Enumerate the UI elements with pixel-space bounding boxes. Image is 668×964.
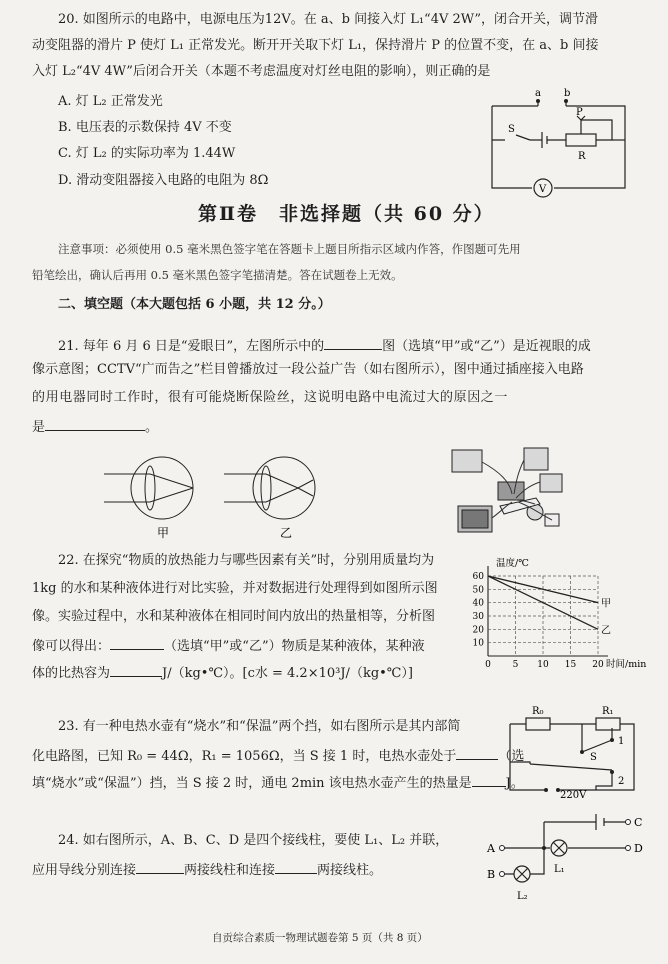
page-footer: 自贡综合素质一物理试题卷第 5 页（共 8 页） bbox=[212, 932, 428, 944]
q21-line1 bbox=[58, 335, 591, 356]
q22-line5 bbox=[32, 662, 413, 683]
q23-line3-b: J。 bbox=[505, 776, 524, 791]
q20-option-c: C. 灯 L₂ 的实际功率为 1.44W bbox=[58, 146, 236, 161]
x-axis-label: 时间/min bbox=[606, 659, 647, 670]
supply-voltage: 220V bbox=[560, 790, 587, 801]
q20-line1: 20. 如图所示的电路中，电源电压为12V。在 a、b 间接入灯 L₁“4V 2W”，闭合开关，调节滑 bbox=[58, 12, 599, 27]
q21-eye-diagrams bbox=[100, 446, 330, 546]
q22-line4-a: 像可以得出： bbox=[32, 639, 111, 654]
q23-line2 bbox=[32, 745, 524, 766]
q22-line1: 22. 在探究“物质的放热能力与哪些因素有关”时，分别用质量均为 bbox=[58, 553, 435, 568]
label-a: a bbox=[535, 88, 541, 99]
q22-line3: 像。实验过程中，水和某种液体在相同时间内放出的热量相等，分析图 bbox=[32, 609, 436, 624]
q23-line2-b: （选 bbox=[498, 749, 525, 764]
q21-line2: 像示意图；CCTV“广而告之”栏目曾播放过一段公益广告（如右图所示），图中通过插座接入电路 bbox=[32, 362, 584, 377]
parallel-lamps-diagram bbox=[482, 808, 662, 906]
q21-blank1[interactable] bbox=[324, 335, 382, 350]
q21-line4-b: 。 bbox=[145, 420, 159, 435]
terminal-a: A bbox=[487, 842, 495, 855]
terminal-d: D bbox=[634, 842, 643, 855]
label-b: b bbox=[564, 88, 571, 99]
voltmeter-label: V bbox=[539, 184, 547, 195]
terminal-c: C bbox=[634, 816, 643, 829]
q24-line1: 24. 如右图所示，A、B、C、D 是四个接线柱，要使 L₁、L₂ 并联， bbox=[58, 833, 449, 848]
q21-line1-a: 21. 每年 6 月 6 日是“爱眼日”，左图所示中的 bbox=[58, 339, 325, 354]
terminal-b: B bbox=[487, 868, 496, 881]
section-note-line2: 铅笔绘出，确认后再用 0.5 毫米黑色签字笔描清楚。答在试题卷上无效。 bbox=[32, 268, 403, 282]
series-label-jia: 甲 bbox=[601, 598, 611, 610]
fill-blank-heading: 二、填空题（本大题包括 6 小题，共 12 分。） bbox=[58, 297, 331, 312]
label-r0: R₀ bbox=[532, 706, 544, 717]
lamp-l2-label: L₂ bbox=[517, 891, 528, 902]
q21-line1-b: 图（选填“甲”或“乙”）是近视眼的成 bbox=[382, 339, 591, 354]
q24-line2-b: 两接线柱和连接 bbox=[184, 863, 276, 878]
y-axis-label: 温度/℃ bbox=[496, 558, 529, 569]
q22-line4-b: （选填“甲”或“乙”）物质是某种液体，某种液 bbox=[164, 639, 425, 654]
q21-blank2[interactable] bbox=[45, 416, 145, 431]
q20-circuit-diagram bbox=[480, 88, 640, 200]
q24-blank2[interactable] bbox=[275, 859, 317, 874]
terminal-2: 2 bbox=[618, 776, 625, 787]
q23-line1: 23. 有一种电热水壶有“烧水”和“保温”两个挡，如右图所示是其内部简 bbox=[58, 719, 461, 734]
y-tick-label: 60 bbox=[472, 572, 484, 582]
label-r1: R₁ bbox=[602, 706, 614, 717]
x-tick-label: 5 bbox=[512, 660, 519, 670]
label-switch-s: S bbox=[508, 124, 515, 135]
q23-blank1[interactable] bbox=[456, 745, 498, 760]
q24-blank1[interactable] bbox=[136, 859, 184, 874]
q21-line4 bbox=[32, 416, 158, 437]
y-tick-label: 50 bbox=[472, 585, 484, 596]
terminal-1: 1 bbox=[618, 736, 625, 747]
q20-option-a: A. 灯 L₂ 正常发光 bbox=[58, 94, 163, 109]
q23-line3-a: 填“烧水”或“保温”）挡，当 S 接 2 时，通电 2min 该电热水壶产生的热量是 bbox=[32, 776, 472, 791]
x-tick-label: 20 bbox=[592, 660, 604, 670]
section-note-line1: 注意事项：必须使用 0.5 毫米黑色签字笔在答题卡上题目所指示区域内作答，作图题可先用 bbox=[58, 242, 521, 256]
q22-line5-b: J/（kg•℃）。[c水 = 4.2×10³J/（kg•℃）] bbox=[162, 666, 413, 681]
q21-overloaded-socket-illustration bbox=[440, 442, 570, 538]
q22-line5-a: 体的比热容为 bbox=[32, 666, 111, 681]
temperature-time-chart bbox=[462, 556, 662, 674]
x-tick-label: 15 bbox=[564, 660, 577, 670]
q22-blank1[interactable] bbox=[110, 635, 164, 650]
kettle-circuit-diagram bbox=[500, 702, 650, 802]
q23-line2-a: 化电路图，已知 R₀ = 44Ω，R₁ = 1056Ω，当 S 接 1 时，电热水壶处于 bbox=[32, 749, 457, 764]
series-label-yi: 乙 bbox=[601, 625, 611, 637]
q20-option-d: D. 滑动变阻器接入电路的电阻为 8Ω bbox=[58, 173, 269, 188]
y-tick-label: 30 bbox=[472, 612, 484, 622]
q22-blank2[interactable] bbox=[110, 662, 162, 677]
q22-line4 bbox=[32, 635, 425, 656]
q21-line4-a: 是 bbox=[32, 420, 46, 435]
x-tick-label: 10 bbox=[537, 660, 549, 670]
q24-line2-c: 两接线柱。 bbox=[317, 863, 383, 878]
x-tick-label: 0 bbox=[485, 660, 491, 670]
q23-line3 bbox=[32, 772, 524, 793]
eye-label-jia: 甲 bbox=[157, 526, 170, 540]
y-tick-label: 10 bbox=[472, 638, 484, 649]
lamp-l1-label: L₁ bbox=[554, 864, 565, 875]
label-slider-p: P bbox=[576, 107, 583, 118]
q20-line3: 入灯 L₂“4V 4W”后闭合开关（本题不考虑温度对灯丝电阻的影响），则正确的是 bbox=[32, 64, 491, 79]
label-resistor-r: R bbox=[578, 151, 586, 162]
q22-line2: 1kg 的水和某种液体进行对比实验，并对数据进行处理得到如图所示图 bbox=[32, 581, 438, 596]
y-tick-label: 40 bbox=[472, 598, 484, 609]
q20-option-b: B. 电压表的示数保持 4V 不变 bbox=[58, 120, 232, 135]
q24-line2 bbox=[32, 859, 382, 880]
y-tick-label: 20 bbox=[472, 625, 484, 636]
q21-line3: 的用电器同时工作时，很有可能烧断保险丝，这说明电路中电流过大的原因之一 bbox=[32, 390, 509, 405]
section-title: 第Ⅱ卷 非选择题（共 60 分） bbox=[198, 203, 495, 225]
label-switch: S bbox=[590, 752, 597, 763]
eye-label-yi: 乙 bbox=[280, 526, 293, 540]
q20-line2: 动变阻器的滑片 P 使灯 L₁ 正常发光。断开开关取下灯 L₁，保持滑片 P 的位置不变，在 a、b 间接 bbox=[32, 38, 599, 53]
q24-line2-a: 应用导线分别连接 bbox=[32, 863, 137, 878]
